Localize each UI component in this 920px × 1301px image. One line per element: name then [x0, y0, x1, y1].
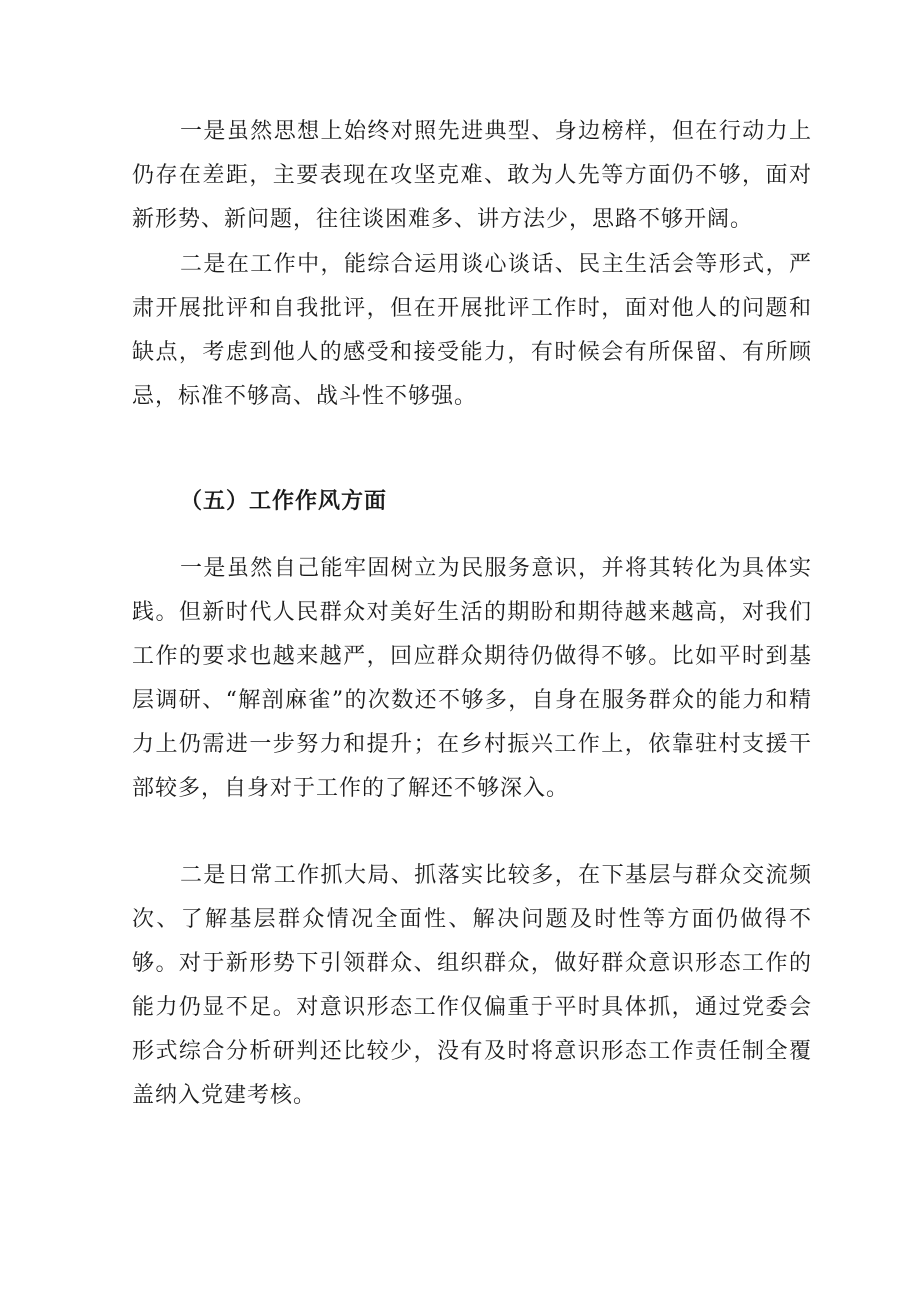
paragraph-grassroots-work: 二是日常工作抓大局、抓落实比较多，在下基层与群众交流频次、了解基层群众情况全面性、解决问题及时性等方面仍做得不够。对于新形势下引领群众、组织群众，做好群众意识形态工作的能力仍显不足。对意识形态工作仅偏重于平时具体抓，通过党委会形式综合分析研判还比较少，没有及时将意识形态工作责任制全覆盖纳入党建考核。 — [132, 863, 812, 1108]
paragraph-action-gap: 一是虽然思想上始终对照先进典型、身边榜样，但在行动力上仍存在差距，主要表现在攻坚克难、敢为人先等方面仍不够，面对新形势、新问题，往往谈困难多、讲方法少，思路不够开阔。 — [132, 119, 812, 232]
paragraph-service-awareness: 一是虽然自己能牢固树立为民服务意识，并将其转化为具体实践。但新时代人民群众对美好生活的期盼和期待越来越高，对我们工作的要求也越来越严，回应群众期待仍做得不够。比如平时到基层调研、“解剖麻雀”的次数还不够多，自身在服务群众的能力和精力上仍需进一步努力和提升；在乡村振兴工作上，依靠驻村支援干部较多，自身对于工作的了解还不够深入。 — [132, 556, 812, 801]
section-heading-work-style: （五）工作作风方面 — [180, 488, 388, 514]
paragraph-criticism: 二是在工作中，能综合运用谈心谈话、民主生活会等形式，严肃开展批评和自我批评，但在开展批评工作时，面对他人的问题和缺点，考虑到他人的感受和接受能力，有时候会有所保留、有所顾忌，标准不够高、战斗性不够强。 — [132, 252, 812, 409]
